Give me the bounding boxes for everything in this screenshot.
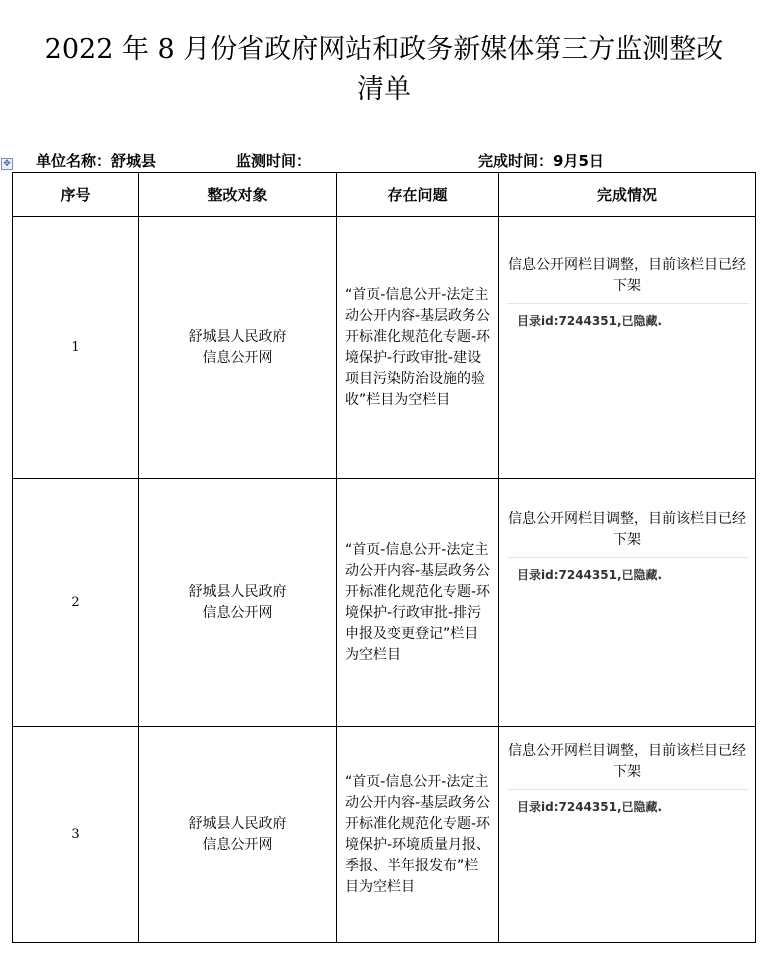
- table-move-handle-icon[interactable]: ✥: [1, 158, 13, 170]
- target-line-2: 信息公开网: [202, 349, 273, 366]
- table-row: [13, 727, 756, 943]
- target-line-1: 舒城县人民政府: [188, 815, 287, 832]
- target-line-1: 舒城县人民政府: [188, 328, 287, 345]
- row-number: 3: [13, 727, 139, 943]
- row-status: [499, 727, 756, 943]
- row-problem: “首页-信息公开-法定主动公开内容-基层政务公开标准化规范化专题-环境保护-行政审批-排污申报及变更登记”栏目为空栏目: [337, 479, 499, 727]
- table-row: [13, 479, 756, 727]
- unit-name: 单位名称：舒城县: [36, 152, 157, 170]
- target-line-1: 舒城县人民政府: [188, 583, 287, 600]
- table-header-row: [13, 173, 756, 217]
- status-text: 信息公开网栏目调整，目前该栏目已经下架: [508, 743, 746, 780]
- row-status: [499, 479, 756, 727]
- header-target: 整改对象: [139, 173, 337, 217]
- row-target: [139, 727, 337, 943]
- row-status: [499, 217, 756, 479]
- catalog-note: 目录id:7244351,已隐藏.: [507, 557, 749, 589]
- status-text: 信息公开网栏目调整，目前该栏目已经下架: [508, 511, 746, 548]
- header-problem: 存在问题: [337, 173, 499, 217]
- header-index: 序号: [13, 173, 139, 217]
- document-title: [0, 30, 768, 110]
- completion-time: 完成时间：9月5日: [478, 152, 604, 170]
- row-problem: “首页-信息公开-法定主动公开内容-基层政务公开标准化规范化专题-环境保护-环境质量月报、季报、半年报发布”栏目为空栏目: [337, 727, 499, 943]
- row-problem: “首页-信息公开-法定主动公开内容-基层政务公开标准化规范化专题-环境保护-行政审批-建设项目污染防治设施的验收”栏目为空栏目: [337, 217, 499, 479]
- title-line-2: 清单: [357, 74, 411, 105]
- target-line-2: 信息公开网: [202, 604, 273, 621]
- header-status: 完成情况: [499, 173, 756, 217]
- rectification-table: [12, 172, 756, 943]
- row-target: [139, 479, 337, 727]
- monitor-time: 监测时间：: [236, 152, 312, 170]
- row-number: 1: [13, 217, 139, 479]
- table-row: [13, 217, 756, 479]
- target-line-2: 信息公开网: [202, 836, 273, 853]
- row-number: 2: [13, 479, 139, 727]
- catalog-note: 目录id:7244351,已隐藏.: [507, 789, 749, 821]
- row-target: [139, 217, 337, 479]
- title-line-1: 2022 年 8 月份省政府网站和政务新媒体第三方监测整改: [44, 34, 724, 65]
- status-text: 信息公开网栏目调整，目前该栏目已经下架: [508, 257, 746, 294]
- catalog-note: 目录id:7244351,已隐藏.: [507, 303, 749, 335]
